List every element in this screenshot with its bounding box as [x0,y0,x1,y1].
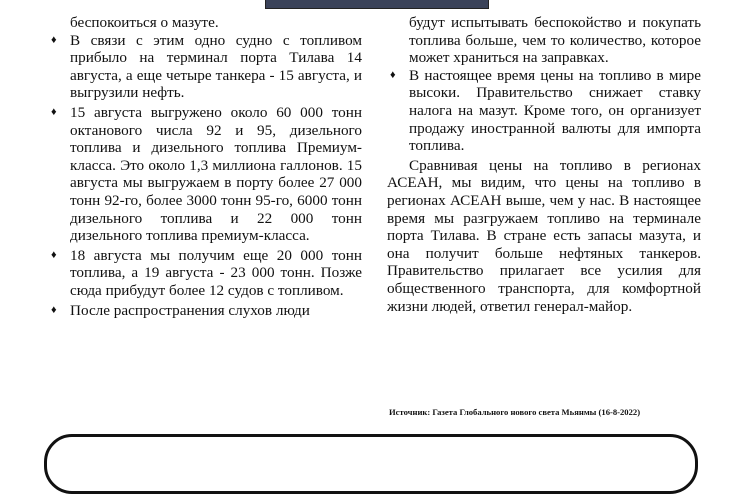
diamond-bullet-icon: ♦ [51,105,57,118]
bullet-item-2 [48,104,362,245]
diamond-bullet-icon: ♦ [390,68,396,81]
continued-text: будут испытывать беспокойство и покупать топлива больше, чем то количество, которое может храниться на заправках. [409,14,701,67]
diamond-bullet-icon: ♦ [51,33,57,46]
bullet-item-1 [48,32,362,102]
body-paragraph: Сравнивая цены на топливо в регионах АСЕАН, мы видим, что цены на топливо в регионах АСЕАН выше, чем у нас. В настоящее время мы разгружаем топливо на терминале порта Тилава. В стране есть запасы мазута, и она получит больше нефтяных танкеров. Правительство прилагает все усилия для общественного транспорта, для комфортной жизни людей, ответил генерал-майор. [387,156,701,315]
bullet-item-3 [48,247,362,300]
diamond-bullet-icon: ♦ [51,303,57,316]
right-column [387,14,701,315]
rounded-frame [44,434,698,494]
bullet-text: В связи с этим одно судно с топливом прибыло на терминал порта Тилава 14 августа, а еще четыре танкера - 15 августа, и выгрузили нефть. [70,31,362,102]
bullet-item-5 [387,67,701,155]
left-column [48,14,362,321]
header-banner [265,0,489,9]
intro-tail: беспокоиться о мазуте. [70,14,219,31]
bullet-text: 18 августа мы получим еще 20 000 тонн топлива, а 19 августа - 23 000 тонн. Позже сюда прибудут более 12 судов с топливом. [70,246,362,299]
bullet-text: В настоящее время цены на топливо в мире высоки. Правительство снижает ставку налога на мазут. Кроме того, он организует продажу иностранной валюты для импорта топлива. [409,66,701,155]
bullet-text: После распространения слухов люди [70,301,310,319]
bullet-item-4 [48,302,362,320]
bullet-text: 15 августа выгружено около 60 000 тонн октанового числа 92 и 95, дизельного топлива и дизельного топлива Премиум-класса. Это около 1,3 миллиона галлонов. 15 августа мы выгружаем в порту более 27 000 тонн 92-го, более 3000 тонн 95-го, 6000 тонн дизельного топлива и 22 000 тонн дизельного топлива премиум-класса. [70,103,362,245]
source-citation: Источник: Газета Глобального нового света Мьянмы (16-8-2022) [389,407,641,417]
diamond-bullet-icon: ♦ [51,248,57,261]
